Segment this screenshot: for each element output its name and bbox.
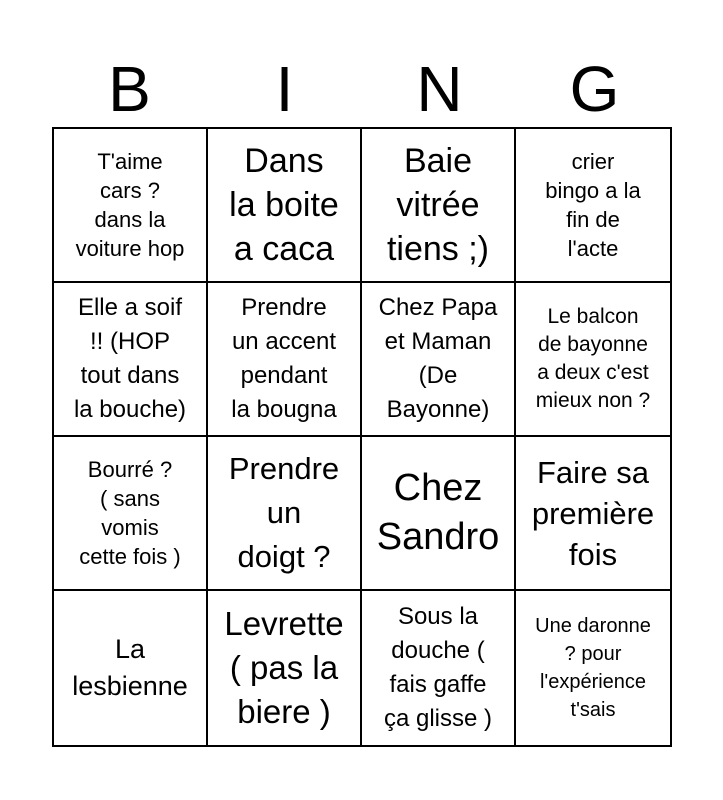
cell-text: Prendre un doigt ?: [228, 451, 340, 574]
bingo-cell[interactable]: [54, 283, 208, 437]
cell-text: Une daronne ? pour l'expérience t'sais: [535, 615, 651, 721]
cell-text: Dans la boite a caca: [229, 142, 339, 268]
header-letter-b: B: [108, 53, 151, 125]
cell-text: T'aime cars ? dans la voiture hop: [75, 149, 185, 261]
bingo-cell[interactable]: [208, 283, 362, 437]
cell-text: La lesbienne: [72, 634, 188, 701]
bingo-board: [52, 127, 672, 747]
header-letter-g: G: [569, 53, 620, 125]
bingo-cell[interactable]: [54, 129, 208, 283]
header-letter-n: N: [416, 53, 463, 125]
bingo-cell[interactable]: [208, 129, 362, 283]
bingo-cell[interactable]: [362, 283, 516, 437]
cell-text: Baie vitrée tiens ;): [386, 142, 490, 268]
bingo-cell[interactable]: [516, 437, 670, 591]
cell-text: crier bingo a la fin de l'acte: [545, 149, 641, 261]
bingo-header: [52, 52, 672, 126]
bingo-cell[interactable]: [362, 591, 516, 745]
cell-text: Prendre un accent pendant la bougna: [231, 294, 337, 423]
bingo-cell[interactable]: [54, 591, 208, 745]
bingo-cell[interactable]: [208, 591, 362, 745]
cell-text: Le balcon de bayonne a deux c'est mieux non ?: [535, 305, 651, 412]
cell-text: Chez Papa et Maman (De Bayonne): [378, 294, 498, 423]
cell-text: Chez Sandro: [376, 467, 500, 558]
cell-text: Elle a soif !! (HOP tout dans la bouche): [73, 294, 187, 423]
cell-text: Sous la douche ( fais gaffe ça glisse ): [383, 603, 493, 732]
bingo-cell[interactable]: [516, 129, 670, 283]
header-letter-i: I: [275, 53, 294, 125]
bingo-cell[interactable]: [362, 437, 516, 591]
bingo-cell[interactable]: [54, 437, 208, 591]
cell-text: Bourré ? ( sans vomis cette fois ): [79, 457, 181, 569]
bingo-cell[interactable]: [362, 129, 516, 283]
cell-text: Faire sa première fois: [531, 454, 655, 572]
cell-text: Levrette ( pas la biere ): [224, 605, 344, 730]
bingo-cell[interactable]: [516, 591, 670, 745]
bingo-cell[interactable]: [516, 283, 670, 437]
bingo-cell[interactable]: [208, 437, 362, 591]
